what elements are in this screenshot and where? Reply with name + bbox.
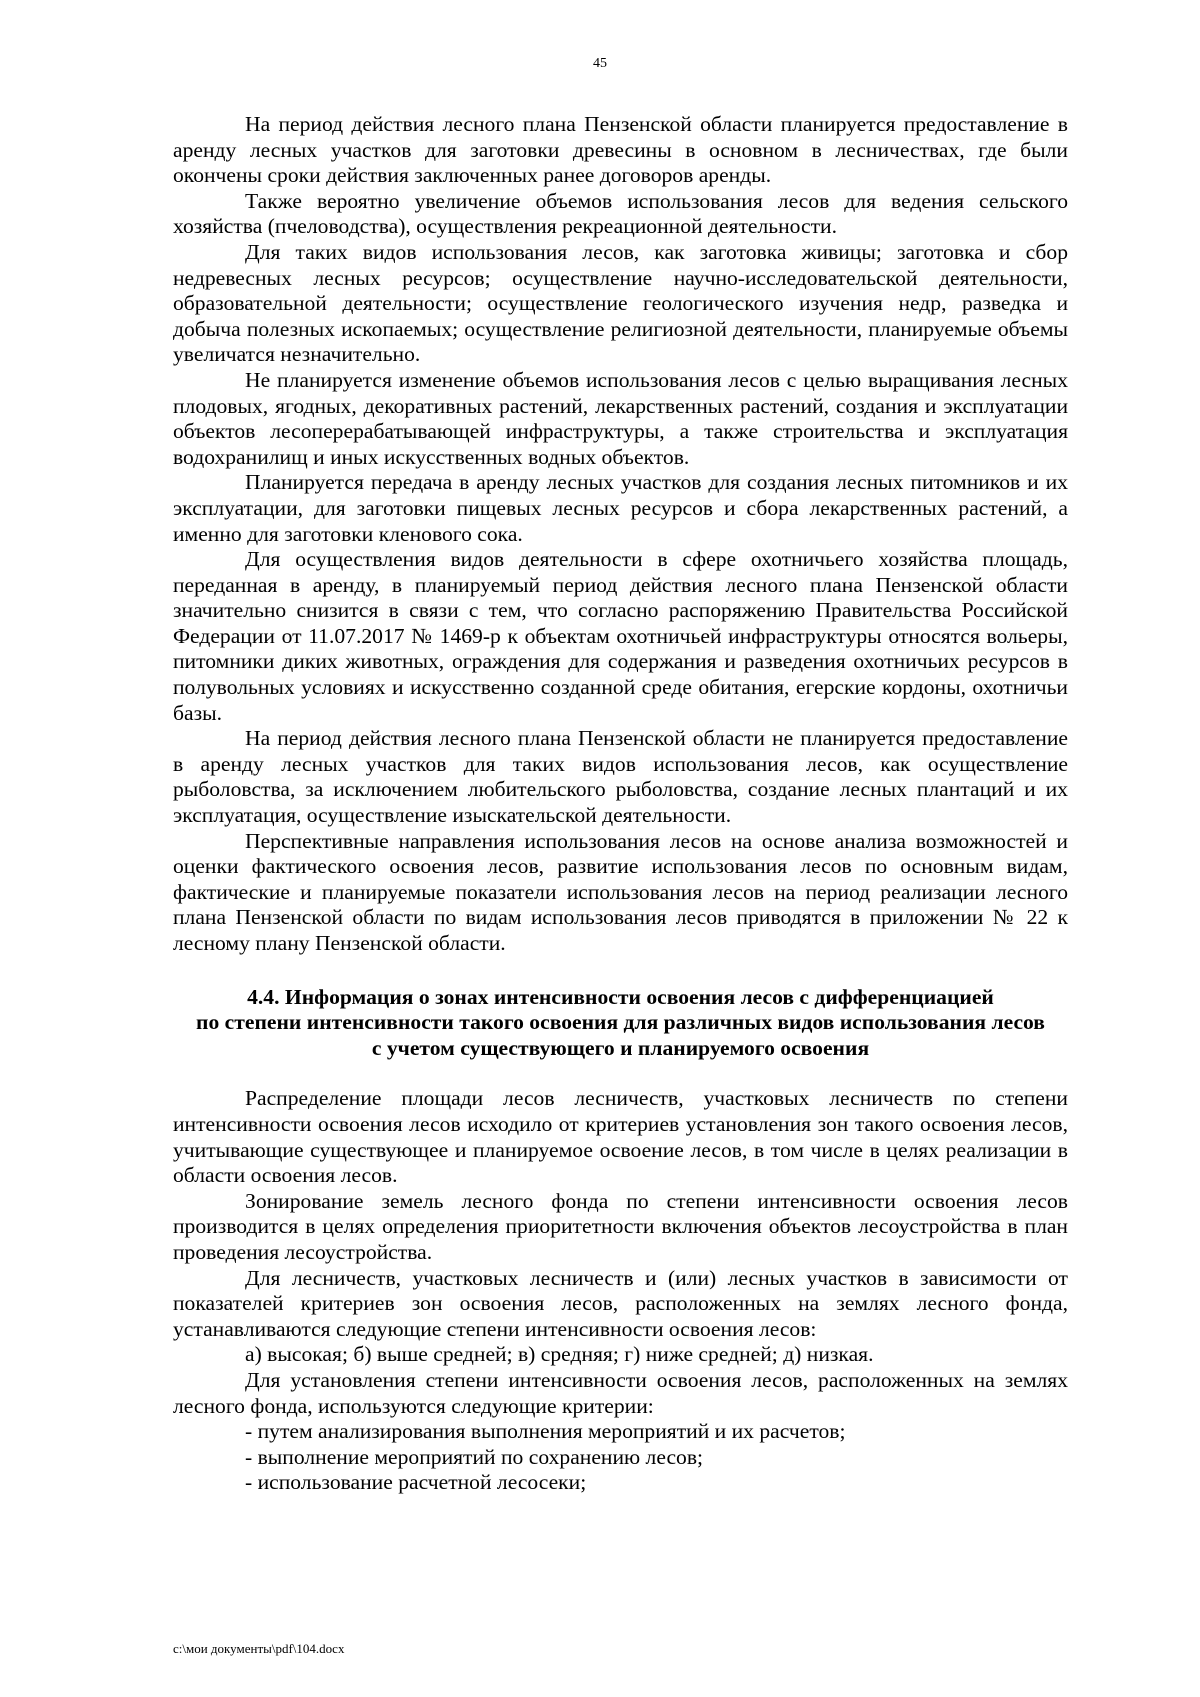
section-heading-line: с учетом существующего и планируемого освоения xyxy=(371,1035,870,1060)
paragraph: Также вероятно увеличение объемов использования лесов для ведения сельского хозяйства (пчеловодства), осуществления рекреационной деятельности. xyxy=(173,188,1068,239)
paragraph: На период действия лесного плана Пензенской области планируется предоставление в аренду лесных участков для заготовки древесины в основном в лесничествах, где были окончены сроки действия заключенных ранее договоров аренды. xyxy=(173,112,1068,188)
list-item: - путем анализирования выполнения мероприятий и их расчетов; xyxy=(245,1419,846,1444)
section-heading xyxy=(173,985,1068,1062)
paragraph: Для осуществления видов деятельности в сфере охотничьего хозяйства площадь, переданная в аренду, в планируемый период действия лесного плана Пензенской области значительно снизится в связи с тем, что согласно распоряжению Правительства Российской Федерации от 11.07.2017 № 1469-р к объектам охотничьей инфраструктуры относятся вольеры, питомники диких животных, ограждения для содержания и разведения охотничьих ресурсов в полувольных условиях и искусственно созданной среде обитания, егерские кордоны, охотничьи базы. xyxy=(173,547,1068,725)
section-heading-line: по степени интенсивности такого освоения для различных видов использования лесов xyxy=(196,1010,1045,1035)
paragraph: Перспективные направления использования лесов на основе анализа возможностей и оценки фактического освоения лесов, развитие использования лесов по основным видам, фактические и планируемые показатели использования лесов на период реализации лесного плана Пензенской области по видам использования лесов приводятся в приложении № 22 к лесному плану Пензенской области. xyxy=(173,828,1068,955)
list-item: - выполнение мероприятий по сохранению лесов; xyxy=(245,1444,704,1469)
page-number: 45 xyxy=(593,56,607,71)
footer-file-path: с:\мои документы\pdf\104.docx xyxy=(173,1641,345,1656)
paragraph: а) высокая; б) выше средней; в) средняя; г) ниже средней; д) низкая. xyxy=(245,1342,874,1367)
paragraph: Для лесничеств, участковых лесничеств и (или) лесных участков в зависимости от показателей критериев зон освоения лесов, расположенных на землях лесного фонда, устанавливаются следующие степени интенсивности освоения лесов: xyxy=(173,1265,1068,1341)
paragraph: Не планируется изменение объемов использования лесов с целью выращивания лесных плодовых, ягодных, декоративных растений, лекарственных растений, создания и эксплуатации объектов лесоперерабатывающей инфраструктуры, а также строительства и эксплуатация водохранилищ и иных искусственных водных объектов. xyxy=(173,367,1068,469)
list-item: - использование расчетной лесосеки; xyxy=(245,1470,587,1495)
paragraph: Распределение площади лесов лесничеств, участковых лесничеств по степени интенсивности освоения лесов исходило от критериев установления зон такого освоения лесов, учитывающие существующее и планируемое освоение лесов, в том числе в целях реализации в области освоения лесов. xyxy=(173,1086,1068,1188)
paragraph: Для установления степени интенсивности освоения лесов, расположенных на землях лесного фонда, используются следующие критерии: xyxy=(173,1367,1068,1418)
paragraph: Зонирование земель лесного фонда по степени интенсивности освоения лесов производится в целях определения приоритетности включения объектов лесоустройства в план проведения лесоустройства. xyxy=(173,1188,1068,1264)
paragraph: Для таких видов использования лесов, как заготовка живицы; заготовка и сбор недревесных лесных ресурсов; осуществление научно-исследовательской деятельности, образовательной деятельности; осуществление геологического изучения недр, разведка и добыча полезных ископаемых; осуществление религиозной деятельности, планируемые объемы увеличатся незначительно. xyxy=(173,239,1068,367)
paragraph: Планируется передача в аренду лесных участков для создания лесных питомников и их эксплуатации, для заготовки пищевых лесных ресурсов и сбора лекарственных растений, а именно для заготовки кленового сока. xyxy=(173,470,1068,546)
paragraph: На период действия лесного плана Пензенской области не планируется предоставление в аренду лесных участков для таких видов использования лесов, как осуществление рыболовства, за исключением любительского рыболовства, создание лесных плантаций и их эксплуатация, осуществление изыскательской деятельности. xyxy=(173,726,1068,828)
document-body xyxy=(173,112,1068,1496)
section-heading-line: 4.4. Информация о зонах интенсивности освоения лесов с дифференциацией xyxy=(247,984,994,1009)
